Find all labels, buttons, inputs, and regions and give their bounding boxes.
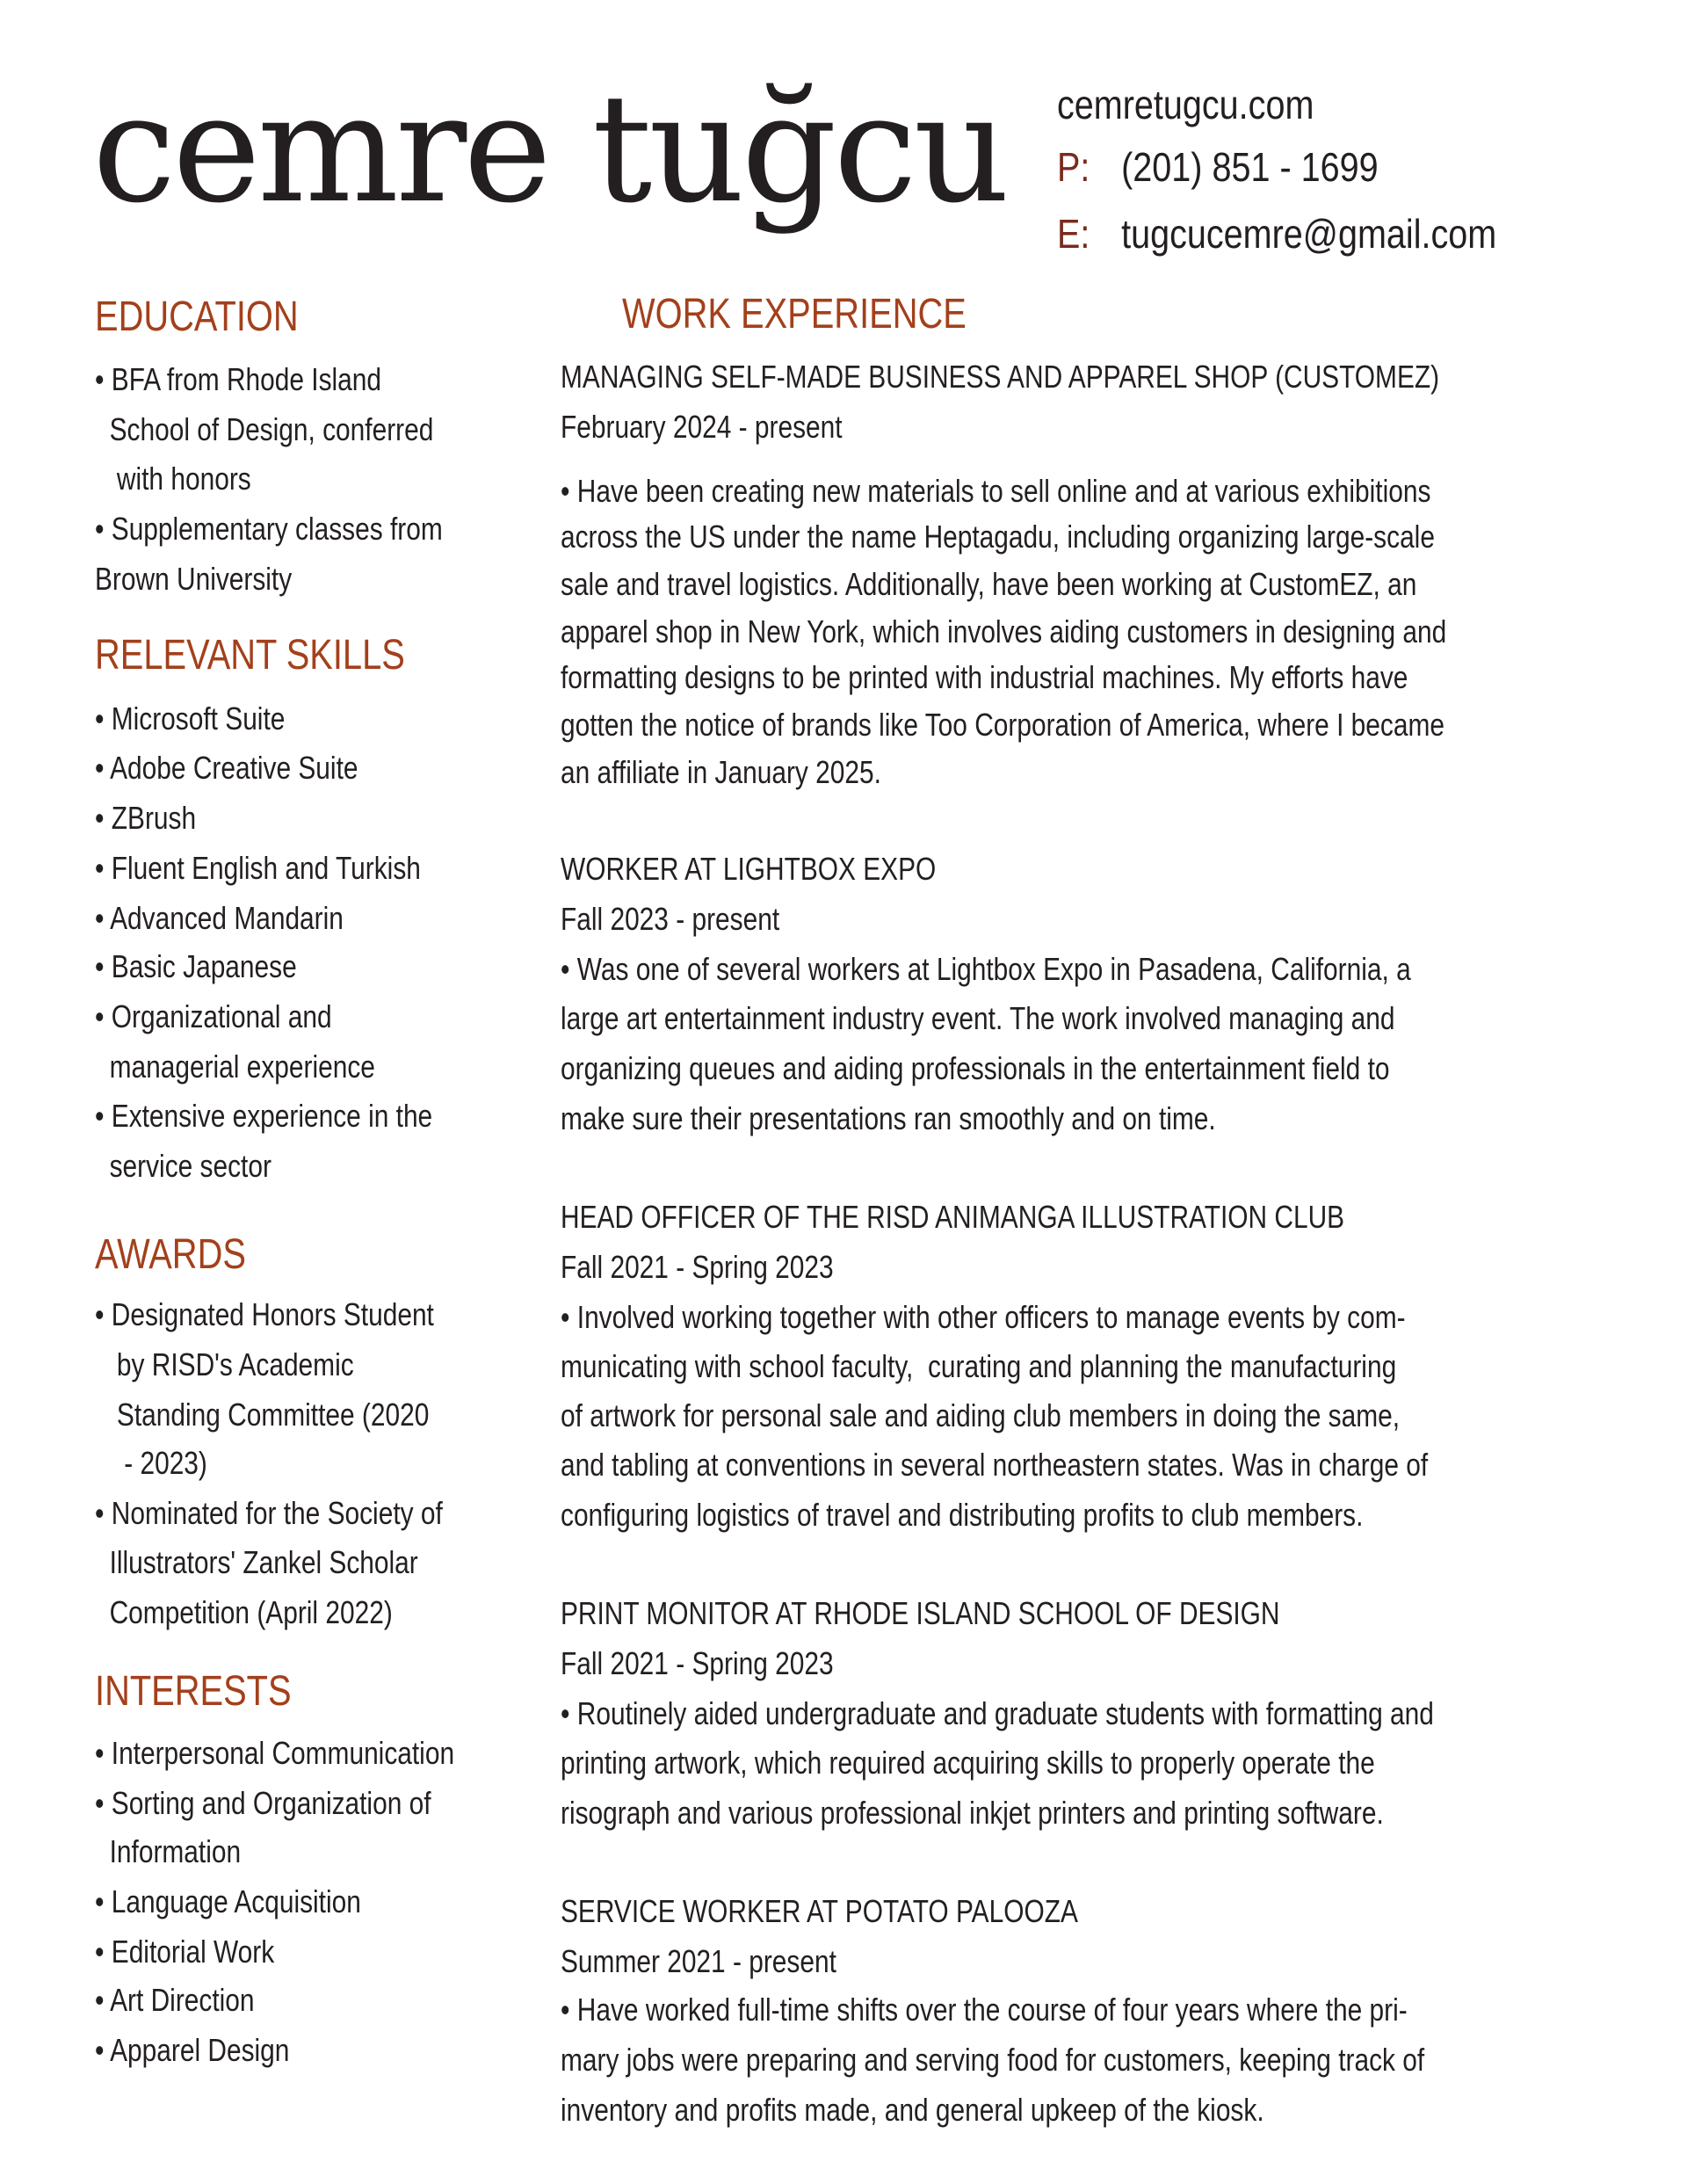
job-title: WORKER AT LIGHTBOX EXPO	[561, 851, 937, 888]
email-address[interactable]: tugcucemre@gmail.com	[1121, 211, 1497, 257]
job-description-line: mary jobs were preparing and serving food for customers, keeping track of	[561, 2042, 1425, 2079]
phone-row	[1057, 142, 1379, 192]
sidebar-list-item: • Basic Japanese	[95, 948, 297, 985]
website-link[interactable]	[1057, 80, 1314, 129]
job-description-line: across the US under the name Heptagadu, including organizing large-scale	[561, 519, 1435, 555]
sidebar-list-item: • Advanced Mandarin	[95, 899, 344, 936]
sidebar-list-item: service sector	[95, 1147, 272, 1184]
job-description-line: • Routinely aided undergraduate and graduate students with formatting and	[561, 1695, 1434, 1732]
website-text[interactable]: cemretugcu.com	[1057, 82, 1314, 127]
job-title: SERVICE WORKER AT POTATO PALOOZA	[561, 1893, 1078, 1930]
sidebar-list-item: • Adobe Creative Suite	[95, 749, 358, 786]
candidate-name: cemre tuğcu	[92, 62, 1007, 236]
job-description-line: make sure their presentations ran smoothly and on time.	[561, 1099, 1216, 1136]
job-description-line: an affiliate in January 2025.	[561, 753, 881, 790]
sidebar-list-item: - 2023)	[95, 1445, 207, 1482]
section-heading: WORK EXPERIENCE	[622, 290, 967, 337]
job-description-line: sale and travel logistics. Additionally, have been working at CustomEZ, an	[561, 565, 1417, 602]
job-description-line: gotten the notice of brands like Too Corporation of America, where I became	[561, 706, 1444, 743]
sidebar-list-item: Standing Committee (2020	[95, 1396, 430, 1433]
job-title: MANAGING SELF-MADE BUSINESS AND APPAREL SHOP (CUSTOMEZ)	[561, 358, 1440, 395]
sidebar-list-item: managerial experience	[95, 1048, 375, 1085]
job-description-line: of artwork for personal sale and aiding club members in doing the same,	[561, 1397, 1401, 1434]
job-description-line: • Involved working together with other officers to manage events by com-	[561, 1299, 1406, 1336]
job-date: February 2024 - present	[561, 408, 843, 445]
sidebar-list-item: Illustrators' Zankel Scholar	[95, 1543, 418, 1580]
email-label: E:	[1057, 211, 1090, 257]
sidebar-list-item: • Organizational and	[95, 998, 332, 1035]
job-description-line: large art entertainment industry event. The work involved managing and	[561, 999, 1395, 1036]
sidebar-list-item: • Designated Honors Student	[95, 1295, 434, 1332]
job-description-line: configuring logistics of travel and distributing profits to club members.	[561, 1496, 1364, 1533]
sidebar-list-item: Brown University	[95, 560, 293, 597]
section-heading: INTERESTS	[95, 1667, 292, 1715]
job-date: Fall 2021 - Spring 2023	[561, 1645, 834, 1682]
sidebar-list-item: • Supplementary classes from	[95, 510, 443, 547]
job-description-line: • Was one of several workers at Lightbox Expo in Pasadena, California, a	[561, 951, 1411, 988]
email-row	[1057, 209, 1496, 258]
sidebar-list-item: School of Design, conferred	[95, 411, 434, 448]
job-date: Summer 2021 - present	[561, 1943, 836, 1980]
job-description-line: inventory and profits made, and general upkeep of the kiosk.	[561, 2092, 1264, 2129]
sidebar-list-item: • BFA from Rhode Island	[95, 361, 382, 398]
job-title: PRINT MONITOR AT RHODE ISLAND SCHOOL OF DESIGN	[561, 1595, 1280, 1632]
sidebar-list-item: • Microsoft Suite	[95, 700, 286, 737]
sidebar-list-item: • Art Direction	[95, 1982, 255, 2019]
sidebar-list-item: • Nominated for the Society of	[95, 1495, 443, 1532]
sidebar-list-item: • Sorting and Organization of	[95, 1784, 431, 1821]
job-date: Fall 2021 - Spring 2023	[561, 1249, 834, 1286]
sidebar-list-item: • Interpersonal Communication	[95, 1734, 455, 1771]
sidebar-list-item: Information	[95, 1832, 242, 1869]
sidebar-list-item: Competition (April 2022)	[95, 1593, 393, 1630]
job-description-line: municating with school faculty, curating and planning the manufacturing	[561, 1347, 1397, 1384]
sidebar-list-item: • Fluent English and Turkish	[95, 849, 421, 886]
section-heading: EDUCATION	[95, 293, 299, 340]
phone-label: P:	[1057, 144, 1090, 190]
phone-number: (201) 851 - 1699	[1121, 144, 1379, 190]
job-description-line: risograph and various professional inkjet printers and printing software.	[561, 1794, 1384, 1831]
section-heading: AWARDS	[95, 1230, 246, 1278]
sidebar-list-item: • Apparel Design	[95, 2032, 290, 2069]
sidebar-list-item: with honors	[95, 460, 251, 497]
sidebar-list-item: by RISD's Academic	[95, 1346, 354, 1382]
sidebar-list-item: • Language Acquisition	[95, 1883, 361, 1919]
job-description-line: • Have been creating new materials to sell online and at various exhibitions	[561, 472, 1431, 509]
job-description-line: • Have worked full-time shifts over the course of four years where the pri-	[561, 1992, 1408, 2028]
job-description-line: organizing queues and aiding professionals in the entertainment field to	[561, 1049, 1390, 1086]
sidebar-list-item: • Extensive experience in the	[95, 1097, 433, 1134]
job-title: HEAD OFFICER OF THE RISD ANIMANGA ILLUSTRATION CLUB	[561, 1199, 1345, 1236]
section-heading: RELEVANT SKILLS	[95, 631, 405, 678]
job-description-line: and tabling at conventions in several northeastern states. Was in charge of	[561, 1446, 1429, 1483]
job-description-line: formatting designs to be printed with industrial machines. My efforts have	[561, 658, 1408, 695]
job-description-line: apparel shop in New York, which involves aiding customers in designing and	[561, 613, 1447, 649]
job-date: Fall 2023 - present	[561, 901, 780, 938]
job-description-line: printing artwork, which required acquiring skills to properly operate the	[561, 1744, 1375, 1781]
sidebar-list-item: • ZBrush	[95, 799, 197, 836]
sidebar-list-item: • Editorial Work	[95, 1933, 275, 1970]
